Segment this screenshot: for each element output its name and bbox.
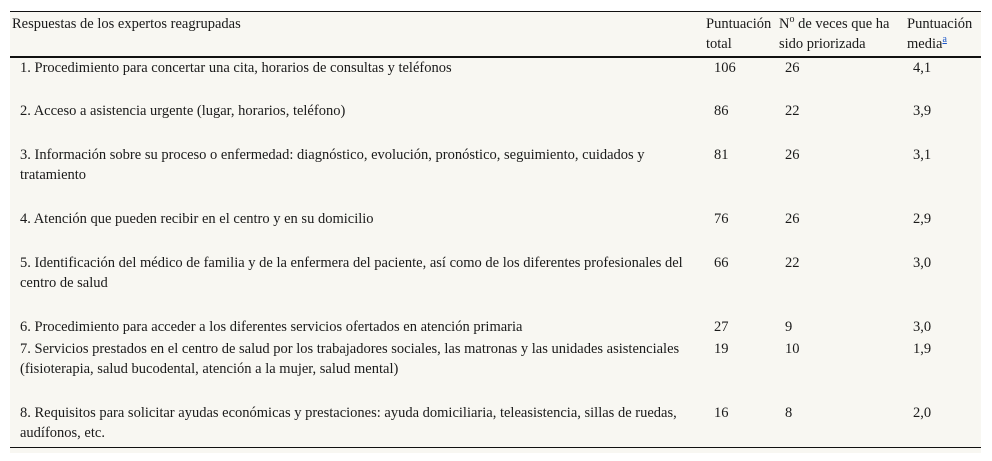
row-veces: 8 bbox=[785, 405, 793, 421]
row-total: 16 bbox=[714, 405, 729, 421]
row-text: 8. Requisitos para solicitar ayudas económicas y prestaciones: ayuda domiciliaria, teleasistencia, sillas de ruedas, audífonos, etc. bbox=[20, 405, 677, 441]
table-row bbox=[10, 403, 981, 447]
header-veces-priorizada bbox=[777, 12, 905, 58]
row-media: 1,9 bbox=[913, 341, 932, 357]
row-total: 81 bbox=[714, 147, 729, 163]
row-media: 3,0 bbox=[913, 255, 932, 271]
results-table-container bbox=[10, 11, 981, 453]
row-text: 3. Información sobre su proceso o enfermedad: diagnóstico, evolución, pronóstico, seguimiento, cuidados y tratamiento bbox=[20, 147, 645, 183]
table-row bbox=[10, 317, 981, 339]
row-veces: 22 bbox=[785, 103, 800, 119]
table-row bbox=[10, 339, 981, 403]
row-text: 4. Atención que pueden recibir en el centro y en su domicilio bbox=[20, 211, 374, 227]
row-media: 4,1 bbox=[913, 60, 932, 76]
table-row bbox=[10, 145, 981, 209]
row-veces: 26 bbox=[785, 211, 800, 227]
row-veces: 22 bbox=[785, 255, 800, 271]
footnote-link[interactable]: a bbox=[942, 34, 947, 45]
table-row bbox=[10, 209, 981, 253]
row-media: 2,0 bbox=[913, 405, 932, 421]
header-puntuacion-media bbox=[905, 12, 981, 58]
row-total: 66 bbox=[714, 255, 729, 271]
row-media: 2,9 bbox=[913, 211, 932, 227]
row-veces: 10 bbox=[785, 341, 800, 357]
row-total: 76 bbox=[714, 211, 729, 227]
table-row bbox=[10, 57, 981, 101]
row-total: 86 bbox=[714, 103, 729, 119]
row-total: 27 bbox=[714, 319, 729, 335]
results-table bbox=[10, 11, 981, 448]
row-media: 3,0 bbox=[913, 319, 932, 335]
row-text: 7. Servicios prestados en el centro de salud por los trabajadores sociales, las matronas y las unidades asistenciales (fisioterapia, salud bucodental, atención a la mujer, salud mental) bbox=[20, 341, 680, 377]
row-total: 106 bbox=[714, 60, 736, 76]
table-row bbox=[10, 101, 981, 145]
row-veces: 26 bbox=[785, 60, 800, 76]
header-veces-sup: o bbox=[789, 14, 795, 25]
header-veces-prefix: N bbox=[779, 16, 790, 32]
row-veces: 9 bbox=[785, 319, 793, 335]
header-veces-rest: de veces que ha sido priorizada bbox=[779, 16, 890, 52]
row-text: 1. Procedimiento para concertar una cita, horarios de consultas y teléfonos bbox=[20, 60, 452, 76]
row-text: 5. Identificación del médico de familia y de la enfermera del paciente, así como de los diferentes profesionales del centro de salud bbox=[20, 255, 683, 291]
row-text: 2. Acceso a asistencia urgente (lugar, horarios, teléfono) bbox=[20, 103, 346, 119]
header-puntuacion-total: Puntuación total bbox=[706, 16, 772, 52]
row-media: 3,1 bbox=[913, 147, 932, 163]
row-media: 3,9 bbox=[913, 103, 932, 119]
row-total: 19 bbox=[714, 341, 729, 357]
row-veces: 26 bbox=[785, 147, 800, 163]
row-text: 6. Procedimiento para acceder a los diferentes servicios ofertados en atención primaria bbox=[20, 319, 523, 335]
header-media-label: Puntuación media bbox=[907, 16, 973, 52]
header-row bbox=[10, 12, 981, 58]
header-respuestas: Respuestas de los expertos reagrupadas bbox=[12, 16, 241, 32]
table-row bbox=[10, 253, 981, 317]
